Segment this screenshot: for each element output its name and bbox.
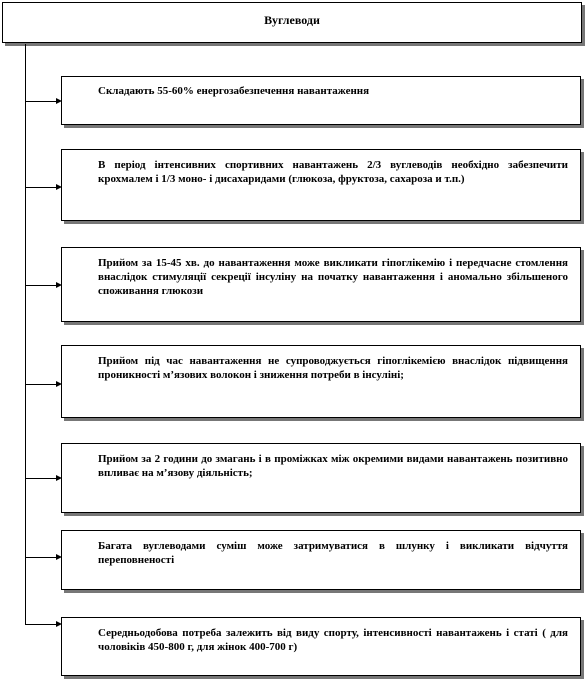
item-box-3 [61,247,581,322]
item-box-7 [61,617,581,676]
connector-line-3 [25,285,58,286]
connector-line-2 [25,187,58,188]
item-box-2 [61,149,581,221]
vertical-connector-line [25,44,26,624]
diagram-title: Вуглеводи [264,13,320,27]
item-box-6 [61,530,581,590]
item-text-4: Прийом під час навантаження не супроводжується гіпоглікемією внаслідок підвищення проникності м’язових волокон і зниження потреби в інсуліні; [98,355,568,381]
connector-line-5 [25,478,58,479]
connector-line-1 [25,101,58,102]
item-text-6: Багата вуглеводами суміш може затримуватися в шлунку і викликати відчуття переповненості [98,540,568,566]
connector-line-4 [25,384,58,385]
title-box [2,2,582,43]
item-text-7: Середньодобова потреба залежить від виду спорту, інтенсивності навантажень і статі ( для чоловіків 450-800 г, для жінок 400-700 г) [98,627,568,653]
item-text-5: Прийом за 2 години до змагань і в проміжках між окремими видами навантажень позитивно впливає на м’язову діяльність; [98,453,568,479]
item-text-3: Прийом за 15-45 хв. до навантаження може викликати гіпоглікемію і передчасне стомлення внаслідок стимуляції секреції інсуліну на початку навантаження і аномально збільшеного споживання глюкози [98,257,568,297]
item-text-1: Складають 55-60% енергозабезпечення навантаження [98,85,370,97]
item-text-2: В період інтенсивних спортивних навантажень 2/3 вуглеводів необхідно забезпечити крохмалем і 1/3 моно- і дисахаридами (глюкоза, фруктоза, сахароза и т.п.) [98,159,568,185]
item-box-5 [61,443,581,513]
item-box-1 [61,76,581,125]
connector-line-7 [25,624,58,625]
connector-line-6 [25,557,58,558]
item-box-4 [61,345,581,418]
